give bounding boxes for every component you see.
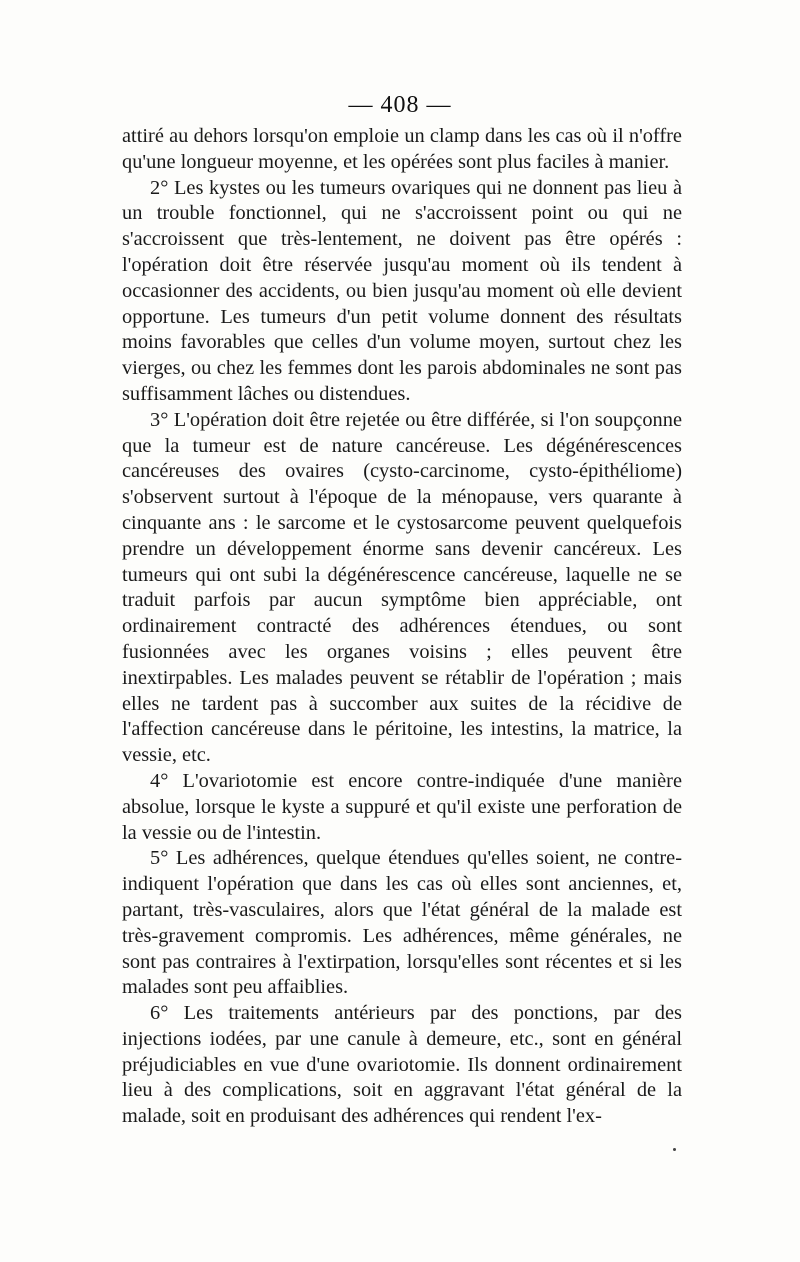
paragraph-item-2: 2° Les kystes ou les tumeurs ovariques qui ne donnent pas lieu à un trouble fonctionnel, qui ne s'accroissent point ou qui ne s'accroissent que très-lentement, ne doivent pas être opérés : l'opération doit être réservée jusqu'au moment où ils tendent à occasionner des accidents, ou bien jusqu'au moment où elle devient opportune. Les tumeurs d'un petit volume donnent des résultats moins favorables que celles d'un volume moyen, surtout chez les vierges, ou chez les femmes dont les parois abdominales ne sont pas suffisamment lâches ou distendues. — [122, 176, 682, 405]
paragraph-item-5: 5° Les adhérences, quelque étendues qu'elles soient, ne contre-indiquent l'opération que dans les cas où elles sont anciennes, et, partant, très-vasculaires, alors que l'état général de la malade est très-gravement compromis. Les adhérences, même générales, ne sont pas contraires à l'extirpation, lorsqu'elles sont récentes et si les malades sont peu affaiblies. — [122, 847, 682, 999]
print-speck — [673, 1148, 676, 1151]
paragraph-item-3: 3° L'opération doit être rejetée ou être différée, si l'on soupçonne que la tumeur est de nature cancéreuse. Les dégénérescences cancéreuses des ovaires (cysto-carcinome, cysto-épithéliome) s'observent surtout à l'époque de la ménopause, vers quarante à cinquante ans : le sarcome et le cystosarcome peuvent quelquefois prendre un développement énorme sans devenir cancéreux. Les tumeurs qui ont subi la dégénérescence cancéreuse, laquelle ne se traduit parfois par aucun symptôme bien appréciable, ont ordinairement contracté des adhérences étendues, ou sont fusionnées avec les organes voisins ; elles peuvent être inextirpables. Les malades peuvent se rétablir de l'opération ; mais elles ne tardent pas à succomber aux suites de la récidive de l'affection cancéreuse dans le péritoine, les intestins, la matrice, la vessie, etc. — [122, 408, 682, 767]
paragraph-item-4: 4° L'ovariotomie est encore contre-indiquée d'une manière absolue, lorsque le kyste a suppuré et qu'il existe une perforation de la vessie ou de l'intestin. — [122, 769, 682, 844]
paragraph-continuation: attiré au dehors lorsqu'on emploie un clamp dans les cas où il n'offre qu'une longueur moyenne, et les opérées sont plus faciles à manier. — [122, 125, 682, 173]
page-number: — 408 — — [348, 92, 452, 118]
paragraph-item-6: 6° Les traitements antérieurs par des ponctions, par des injections iodées, par une canule à demeure, etc., sont en général préjudiciables en vue d'une ovariotomie. Ils donnent ordinairement lieu à des complications, soit en aggravant l'état général de la malade, soit en produisant des adhérences qui rendent l'ex- — [122, 1002, 682, 1128]
body-text — [122, 124, 682, 1130]
